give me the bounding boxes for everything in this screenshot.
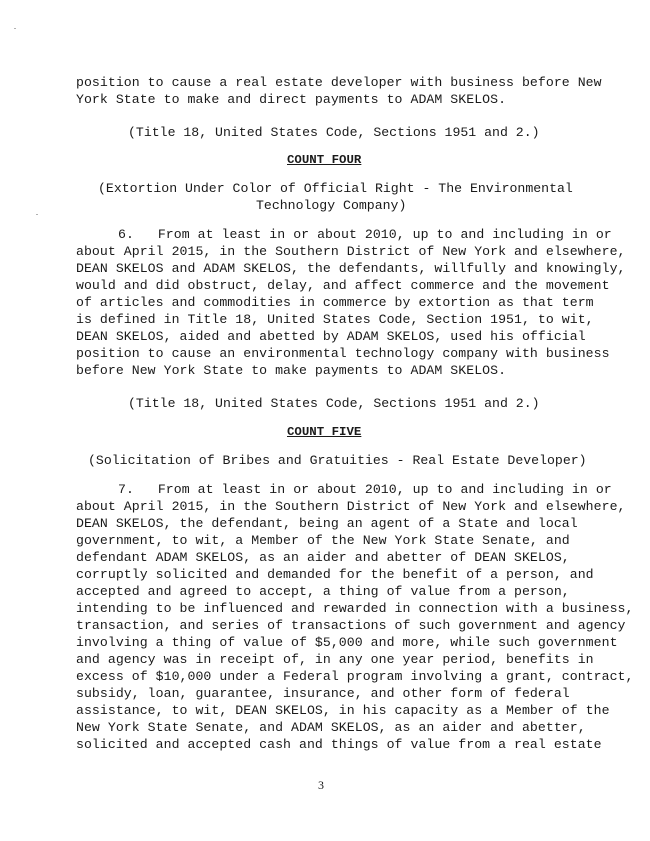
scan-speck — [14, 28, 16, 29]
paragraph-line: assistance, to wit, DEAN SKELOS, in his capacity as a Member of the — [76, 703, 610, 718]
paragraph-line: accepted and agreed to accept, a thing of value from a person, — [76, 584, 570, 599]
paragraph-line: position to cause an environmental technology company with business — [76, 346, 610, 361]
count-four-heading: COUNT FOUR — [287, 153, 362, 167]
paragraph-line: DEAN SKELOS, the defendant, being an agent of a State and local — [76, 516, 578, 531]
count-four-subheading: Technology Company) — [256, 198, 407, 213]
paragraph-line: would and did obstruct, delay, and affect commerce and the movement — [76, 278, 610, 293]
paragraph-line: DEAN SKELOS, aided and abetted by ADAM SKELOS, used his official — [76, 329, 586, 344]
paragraph-line: before New York State to make payments to ADAM SKELOS. — [76, 363, 507, 378]
paragraph-line: position to cause a real estate developer with business before New — [76, 75, 602, 90]
statute-citation: (Title 18, United States Code, Sections 1951 and 2.) — [128, 125, 540, 140]
paragraph-line: York State to make and direct payments to ADAM SKELOS. — [76, 92, 507, 107]
scan-speck — [36, 214, 38, 215]
paragraph-line: DEAN SKELOS and ADAM SKELOS, the defendants, willfully and knowingly, — [76, 261, 626, 276]
paragraph-line: about April 2015, in the Southern District of New York and elsewhere, — [76, 499, 626, 514]
paragraph-line: government, to wit, a Member of the New York State Senate, and — [76, 533, 570, 548]
count-five-heading: COUNT FIVE — [287, 425, 362, 439]
paragraph-line: New York State Senate, and ADAM SKELOS, as an aider and abetter, — [76, 720, 586, 735]
paragraph-line: involving a thing of value of $5,000 and more, while such government — [76, 635, 618, 650]
paragraph-line: excess of $10,000 under a Federal program involving a grant, contract, — [76, 669, 634, 684]
paragraph-line: corruptly solicited and demanded for the benefit of a person, and — [76, 567, 594, 582]
statute-citation: (Title 18, United States Code, Sections 1951 and 2.) — [128, 396, 540, 411]
paragraph-line: subsidy, loan, guarantee, insurance, and other form of federal — [76, 686, 570, 701]
paragraph-line: transaction, and series of transactions of such government and agency — [76, 618, 626, 633]
count-five-subheading: (Solicitation of Bribes and Gratuities - Real Estate Developer) — [88, 453, 587, 468]
paragraph-line: about April 2015, in the Southern District of New York and elsewhere, — [76, 244, 626, 259]
paragraph-line: is defined in Title 18, United States Code, Section 1951, to wit, — [76, 312, 594, 327]
paragraph-line: defendant ADAM SKELOS, as an aider and abetter of DEAN SKELOS, — [76, 550, 570, 565]
paragraph-line: of articles and commodities in commerce by extortion as that term — [76, 295, 594, 310]
page-number: 3 — [318, 778, 324, 792]
count-four-subheading: (Extortion Under Color of Official Right - The Environmental — [98, 181, 573, 196]
paragraph-line: 6. From at least in or about 2010, up to and including in or — [118, 227, 612, 242]
paragraph-line: solicited and accepted cash and things of value from a real estate — [76, 737, 602, 752]
paragraph-line: and agency was in receipt of, in any one year period, benefits in — [76, 652, 594, 667]
paragraph-line: intending to be influenced and rewarded in connection with a business, — [76, 601, 634, 616]
paragraph-line: 7. From at least in or about 2010, up to and including in or — [118, 482, 612, 497]
